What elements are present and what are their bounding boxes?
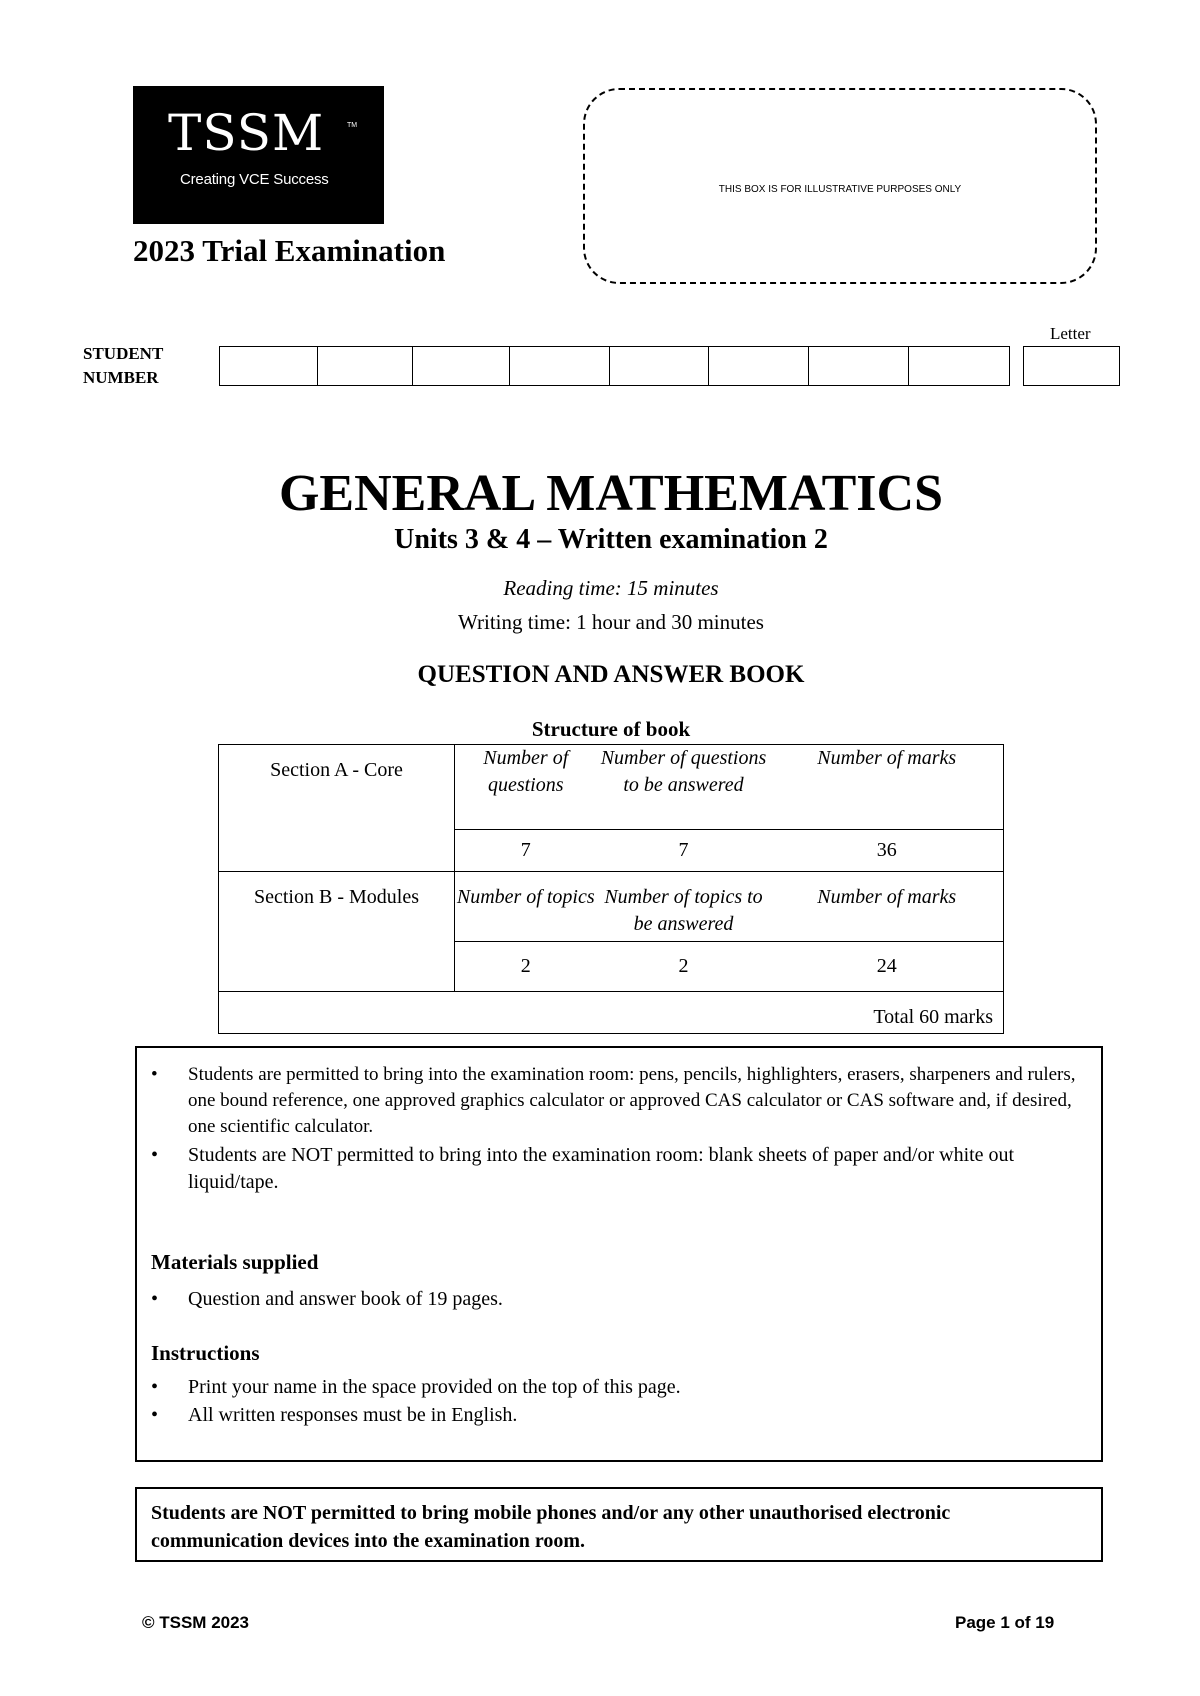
book-title: QUESTION AND ANSWER BOOK [417, 661, 805, 688]
permitted-item-text: Students are permitted to bring into the examination room: pens, pencils, highlighters, erasers, sharpeners and rulers, one bound reference, one approved graphics calculator or approved CAS calculator or CAS software and, if desired, one scientific calculator. [188, 1064, 1076, 1137]
exam-label: 2023 Trial Examination [133, 233, 446, 268]
logo-brand: TSSM [168, 104, 325, 162]
logo-tagline: Creating VCE Success [180, 171, 329, 188]
bullet-icon: • [151, 1064, 158, 1085]
structure-title: Structure of book [531, 717, 691, 741]
student-number-digit-box[interactable] [318, 347, 413, 385]
bullet-icon: • [151, 1288, 159, 1310]
student-number-label-line1: STUDENT [83, 344, 164, 363]
not-permitted-item-text: Students are NOT permitted to bring into the examination room: blank sheets of paper and/or white out liquid/tape. [188, 1144, 1015, 1193]
instructions-item-text: All written responses must be in English. [188, 1404, 518, 1426]
student-number-label-line2: NUMBER [83, 368, 159, 387]
student-number-digit-box[interactable] [510, 347, 610, 385]
section-a-value: 7 [455, 830, 597, 872]
student-number-boxes[interactable] [219, 346, 1010, 386]
section-a-value: 36 [771, 830, 1004, 872]
tssm-logo [133, 86, 384, 224]
section-a-header: Number of questions [455, 745, 597, 830]
instructions-item-text: Print your name in the space provided on the top of this page. [188, 1376, 681, 1398]
illustrative-box [583, 88, 1097, 284]
permitted-item [151, 1062, 1078, 1140]
student-number-digit-box[interactable] [809, 347, 909, 385]
mobile-phone-warning: Students are NOT permitted to bring mobile phones and/or any other unauthorised electronic communication devices into the examination room. [135, 1487, 1103, 1562]
logo-trademark: TM [347, 122, 358, 129]
materials-heading: Materials supplied [151, 1250, 319, 1274]
section-b-header: Number of topics [455, 872, 597, 942]
materials-item [151, 1286, 1078, 1313]
section-a-value: 7 [597, 830, 771, 872]
instructions-item [151, 1374, 1078, 1401]
section-a-header: Number of questions to be answered [597, 745, 771, 830]
section-b-header: Number of topics to be answered [597, 872, 771, 942]
student-number-digit-box[interactable] [220, 347, 318, 385]
instructions-item [151, 1402, 1078, 1429]
structure-table [218, 744, 1004, 1034]
footer-copyright: © TSSM 2023 [142, 1613, 250, 1632]
not-permitted-item [151, 1142, 1078, 1196]
section-b-value: 24 [771, 942, 1004, 992]
section-a-name: Section A - Core [219, 745, 455, 872]
student-letter-box[interactable] [1023, 346, 1120, 386]
section-a-header: Number of marks [771, 745, 1004, 830]
total-marks: Total 60 marks [219, 992, 1004, 1034]
instructions-box [135, 1046, 1103, 1462]
student-number-digit-box[interactable] [709, 347, 809, 385]
bullet-icon: • [151, 1144, 159, 1166]
writing-time: Writing time: 1 hour and 30 minutes [458, 610, 764, 634]
section-b-header: Number of marks [771, 872, 1004, 942]
section-b-name: Section B - Modules [219, 872, 455, 992]
illustrative-box-text: THIS BOX IS FOR ILLUSTRATIVE PURPOSES ONLY [718, 184, 962, 195]
student-number-digit-box[interactable] [909, 347, 1009, 385]
letter-label: Letter [1050, 324, 1091, 343]
materials-item-text: Question and answer book of 19 pages. [188, 1288, 503, 1310]
footer-page-number: Page 1 of 19 [955, 1613, 1055, 1632]
reading-time: Reading time: 15 minutes [503, 576, 719, 600]
section-b-value: 2 [597, 942, 771, 992]
bullet-icon: • [151, 1404, 159, 1426]
instructions-heading: Instructions [151, 1341, 260, 1365]
exam-title: GENERAL MATHEMATICS [278, 465, 944, 522]
student-number-label [83, 342, 163, 390]
student-number-digit-box[interactable] [413, 347, 510, 385]
exam-subtitle: Units 3 & 4 – Written examination 2 [394, 524, 828, 555]
student-number-digit-box[interactable] [610, 347, 709, 385]
bullet-icon: • [151, 1376, 159, 1398]
section-b-value: 2 [455, 942, 597, 992]
